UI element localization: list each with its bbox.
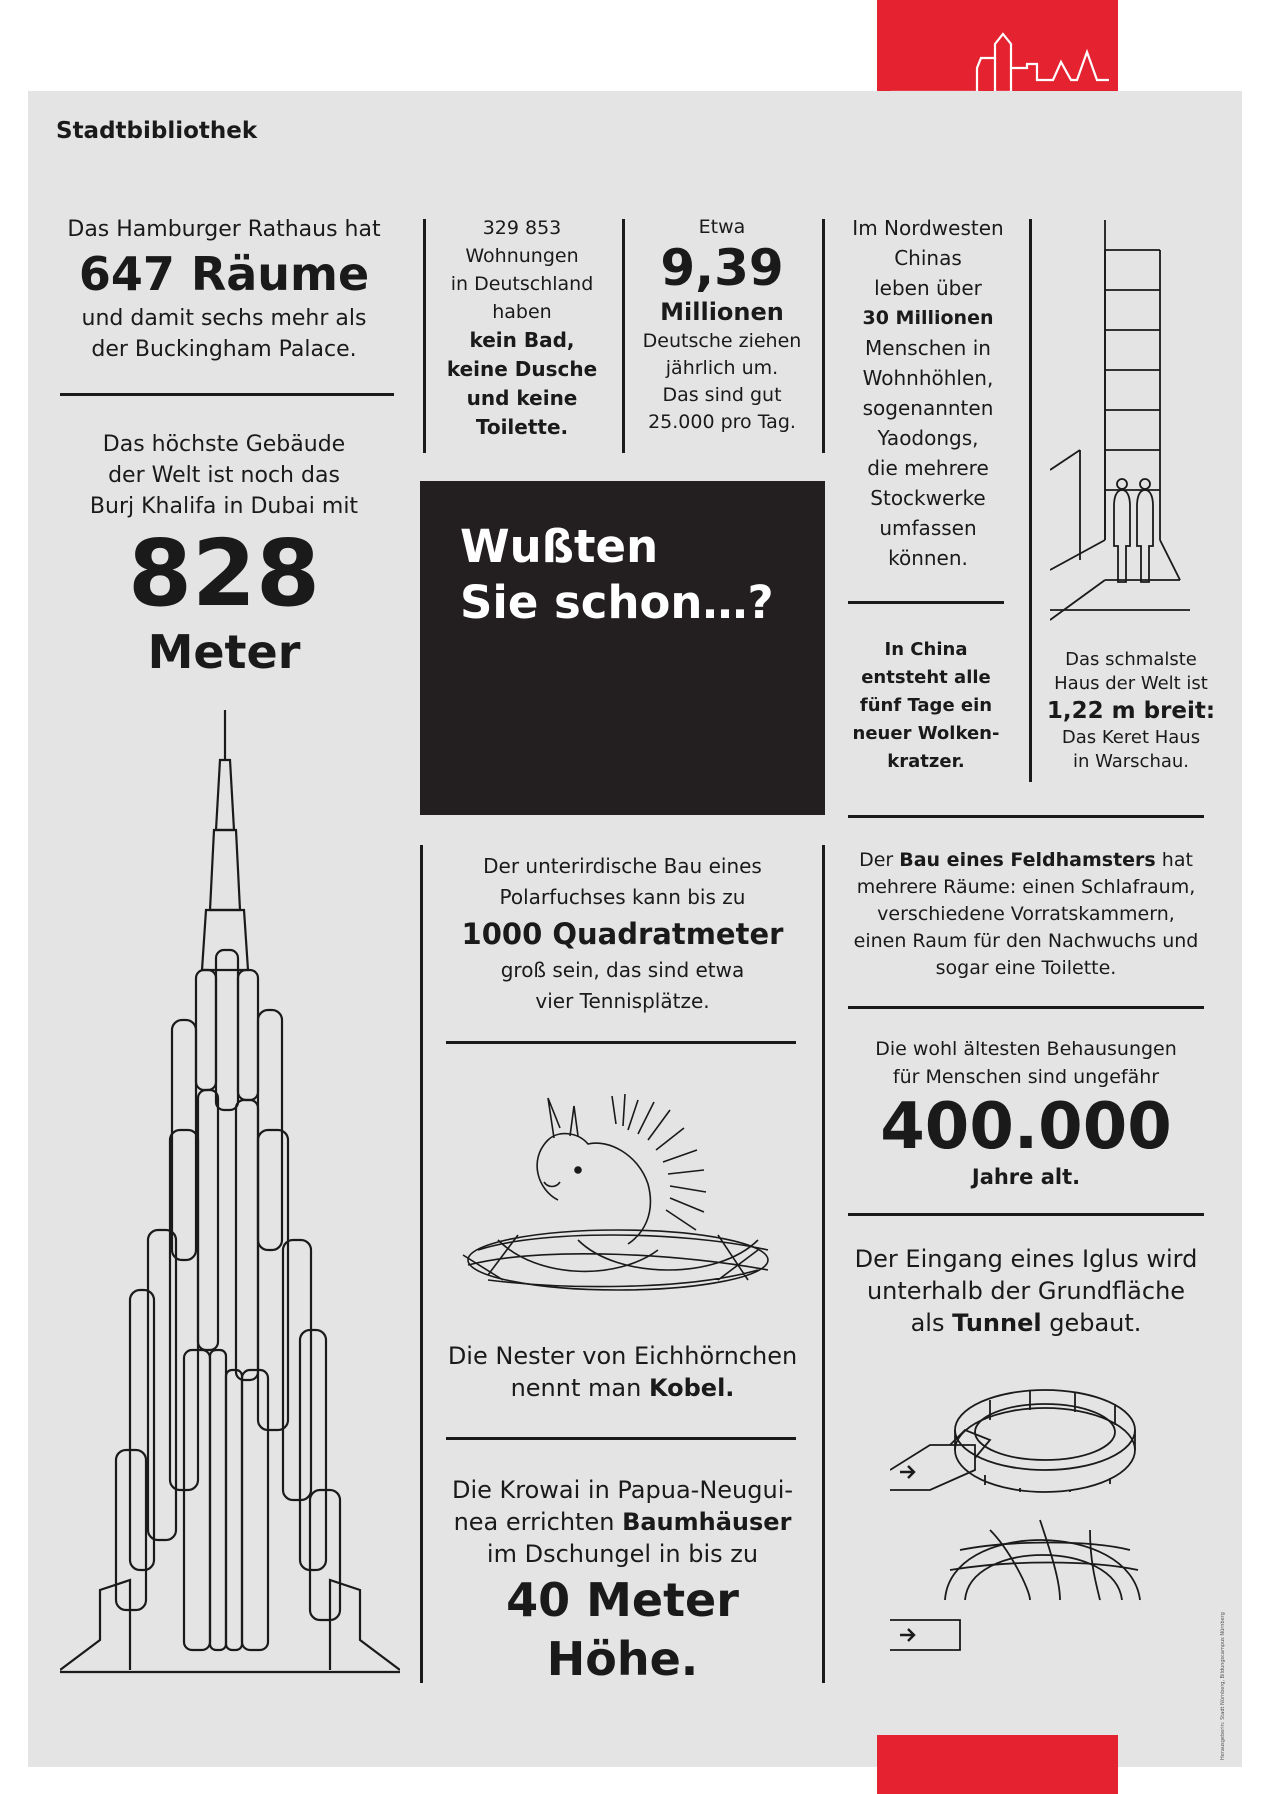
wohnungen-number: 329 853 [482,217,562,239]
schmal-bold: 1,22 m breit: [1046,698,1216,724]
krowai-bold: Baumhäuser [622,1508,792,1536]
iglu-pre: als [910,1309,953,1337]
wohnungen-b4: Toilette. [475,415,569,439]
divider [60,393,394,396]
wohnungen-b2: keine Dusche [446,357,598,381]
polarfuchs-l1: Der unterirdische Bau eines [483,854,762,878]
wohnungen-l2: in Deutschland [450,273,594,295]
fact-umzug [628,214,816,436]
wolkenkratzer-l4: neuer Wolken- [852,723,1000,744]
divider [822,219,825,453]
divider [622,219,625,453]
fact-krowai [430,1474,815,1688]
china-l6: sogenannten [862,396,994,420]
china-l9: Stockwerke [870,486,986,510]
umzug-unit: Millionen [660,298,784,326]
hamster-l3: verschiedene Vorratskammern, [877,903,1175,925]
fact-behausung [840,1035,1212,1191]
wolkenkratzer-l3: fünf Tage ein [859,695,993,716]
wohnungen-l3: haben [492,301,552,323]
iglu-l2: unterhalb der Grundfläche [866,1277,1186,1305]
narrow-house-illustration [1050,220,1190,630]
krowai-pre: nea errichten [453,1508,623,1536]
wolkenkratzer-l1: In China [884,639,968,660]
rathaus-intro: Das Hamburger Rathaus hat [67,217,381,242]
wolkenkratzer-l2: entsteht alle [861,667,991,688]
iglu-post: gebaut. [1041,1309,1142,1337]
hamster-l4: einen Raum für den Nachwuchs und [853,930,1199,952]
fact-schmal [1036,648,1226,774]
china-l10: umfassen [879,516,977,540]
imprint-note: Herausgeberin: Stadt Nürnberg, Bildungscampus Nürnberg [1220,1612,1226,1760]
burj-line1: Das höchste Gebäude [102,432,346,457]
fact-rathaus [54,214,394,365]
bottom-red-tab [877,1735,1118,1794]
burj-number: 828 [127,520,321,627]
title-line1: Wußten [460,520,659,573]
hamster-l1 [840,847,1212,874]
rathaus-big: 647 Räume [78,247,370,301]
wolkenkratzer-l5: kratzer. [887,751,965,772]
wohnungen-b3: und keine [466,386,578,410]
eichhoernchen-pre: nennt man [510,1374,649,1402]
china-l1: Im Nordwesten [852,216,1004,240]
behausung-number: 400.000 [880,1090,1172,1164]
umzug-number: 9,39 [660,239,784,297]
schmal-l4: in Warschau. [1072,751,1190,772]
fact-eichhoernchen [430,1340,815,1404]
hamster-l5: sogar eine Toilette. [935,957,1117,979]
iglu-l3 [840,1307,1212,1339]
wohnungen-l1: Wohnungen [465,245,579,267]
hamster-pre: Der [859,849,900,871]
rathaus-rest1: und damit sechs mehr als [81,306,367,331]
fact-hamster [840,847,1212,982]
hamster-bold: Bau eines Feldhamsters [899,849,1156,871]
china-l3: leben über [874,276,982,300]
krowai-number: 40 Meter [506,1573,739,1627]
krowai-unit: Höhe. [546,1632,699,1686]
divider [423,219,426,453]
hamster-post: hat [1155,849,1193,871]
krowai-l1: Die Krowai in Papua-Neugui- [451,1476,794,1504]
burj-khalifa-illustration [60,710,400,1680]
city-skyline-icon [877,0,1118,100]
fact-wolkenkratzer [836,636,1016,776]
divider [420,845,423,1683]
polarfuchs-l3: groß sein, das sind etwa [500,958,745,982]
polarfuchs-l2: Polarfuchses kann bis zu [499,885,746,909]
divider [1029,219,1032,782]
polarfuchs-bold: 1000 Quadratmeter [461,917,784,951]
squirrel-nest-illustration [458,1090,788,1310]
behausung-unit: Jahre alt. [971,1165,1081,1189]
iglu-l1: Der Eingang eines Iglus wird [854,1245,1198,1273]
china-l11: können. [888,546,968,570]
schmal-l2: Haus der Welt ist [1054,673,1208,694]
fact-polarfuchs [430,851,815,1017]
umzug-l3: Das sind gut [662,384,782,406]
fact-china [846,213,1010,573]
china-l5: Wohnhöhlen, [862,366,994,390]
fact-wohnungen [430,214,614,442]
fact-iglu [840,1243,1212,1339]
burj-line2: der Welt ist noch das [108,463,340,488]
umzug-l1: Deutsche ziehen [642,330,802,352]
eichhoernchen-bold: Kobel. [648,1374,735,1402]
wohnungen-b1: kein Bad, [469,328,575,352]
title-text [460,519,774,631]
divider [446,1437,796,1440]
eichhoernchen-l2 [430,1372,815,1404]
title-box [420,481,825,815]
china-l2: Chinas [894,246,962,270]
title-line2: Sie schon…? [460,576,774,629]
iglu-bold: Tunnel [952,1309,1042,1337]
fact-burj [54,429,394,678]
igloo-illustration [890,1370,1150,1690]
china-l8: die mehrere [867,456,989,480]
org-label: Stadtbibliothek [56,118,258,144]
china-bold: 30 Millionen [862,307,994,329]
schmal-l3: Das Keret Haus [1061,727,1201,748]
divider [848,815,1204,818]
schmal-l1: Das schmalste [1065,649,1197,670]
rathaus-rest2: der Buckingham Palace. [91,337,357,362]
behausung-l2: für Menschen sind ungefähr [892,1066,1160,1088]
burj-unit: Meter [147,625,301,679]
divider [822,845,825,1683]
umzug-l4: 25.000 pro Tag. [648,411,796,433]
behausung-l1: Die wohl ältesten Behausungen [875,1038,1177,1060]
divider [848,1213,1204,1216]
krowai-l2 [430,1506,815,1538]
divider [848,601,1004,604]
burj-line3: Burj Khalifa in Dubai mit [89,494,359,519]
eichhoernchen-l1: Die Nester von Eichhörnchen [447,1342,798,1370]
umzug-l2: jährlich um. [665,357,779,379]
divider [446,1041,796,1044]
hamster-l2: mehrere Räume: einen Schlafraum, [856,876,1196,898]
polarfuchs-l4: vier Tennisplätze. [535,989,710,1013]
divider [848,1006,1204,1009]
china-l7: Yaodongs, [877,426,979,450]
china-l4: Menschen in [865,336,991,360]
umzug-pre: Etwa [698,216,746,238]
krowai-l3: im Dschungel in bis zu [486,1540,759,1568]
